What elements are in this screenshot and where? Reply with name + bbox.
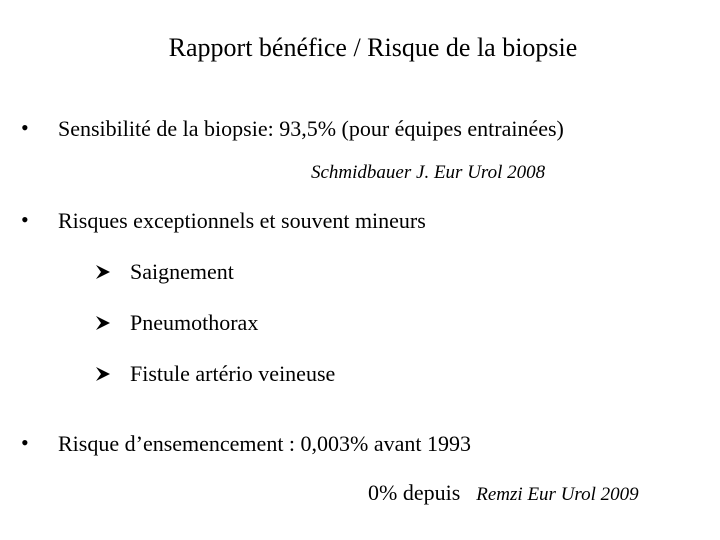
arrowhead-icon bbox=[95, 366, 111, 382]
subitem-pneumothorax: Pneumothorax bbox=[130, 310, 259, 335]
reference-remzi: Remzi Eur Urol 2009 bbox=[476, 484, 639, 505]
bullet-dot: • bbox=[21, 115, 29, 140]
seeding-continuation bbox=[368, 478, 639, 510]
subitem-fistule: Fistule artério veineuse bbox=[130, 361, 336, 386]
subitem-saignement: Saignement bbox=[130, 259, 234, 284]
arrowhead-icon bbox=[95, 315, 111, 331]
arrowhead-icon bbox=[95, 264, 111, 280]
bullet-text-seeding: Risque d’ensemencement : 0,003% avant 1993 bbox=[58, 431, 472, 456]
bullet-text-risks: Risques exceptionnels et souvent mineurs bbox=[58, 208, 426, 233]
reference-schmidbauer: Schmidbauer J. Eur Urol 2008 bbox=[311, 162, 546, 183]
bullet-dot: • bbox=[21, 207, 29, 232]
bullet-text-sensitivity: Sensibilité de la biopsie: 93,5% (pour équipes entrainées) bbox=[58, 116, 564, 141]
bullet-dot: • bbox=[21, 430, 29, 455]
slide-title: Rapport bénéfice / Risque de la biopsie bbox=[168, 33, 578, 62]
seeding-since-text: 0% depuis bbox=[368, 480, 461, 505]
